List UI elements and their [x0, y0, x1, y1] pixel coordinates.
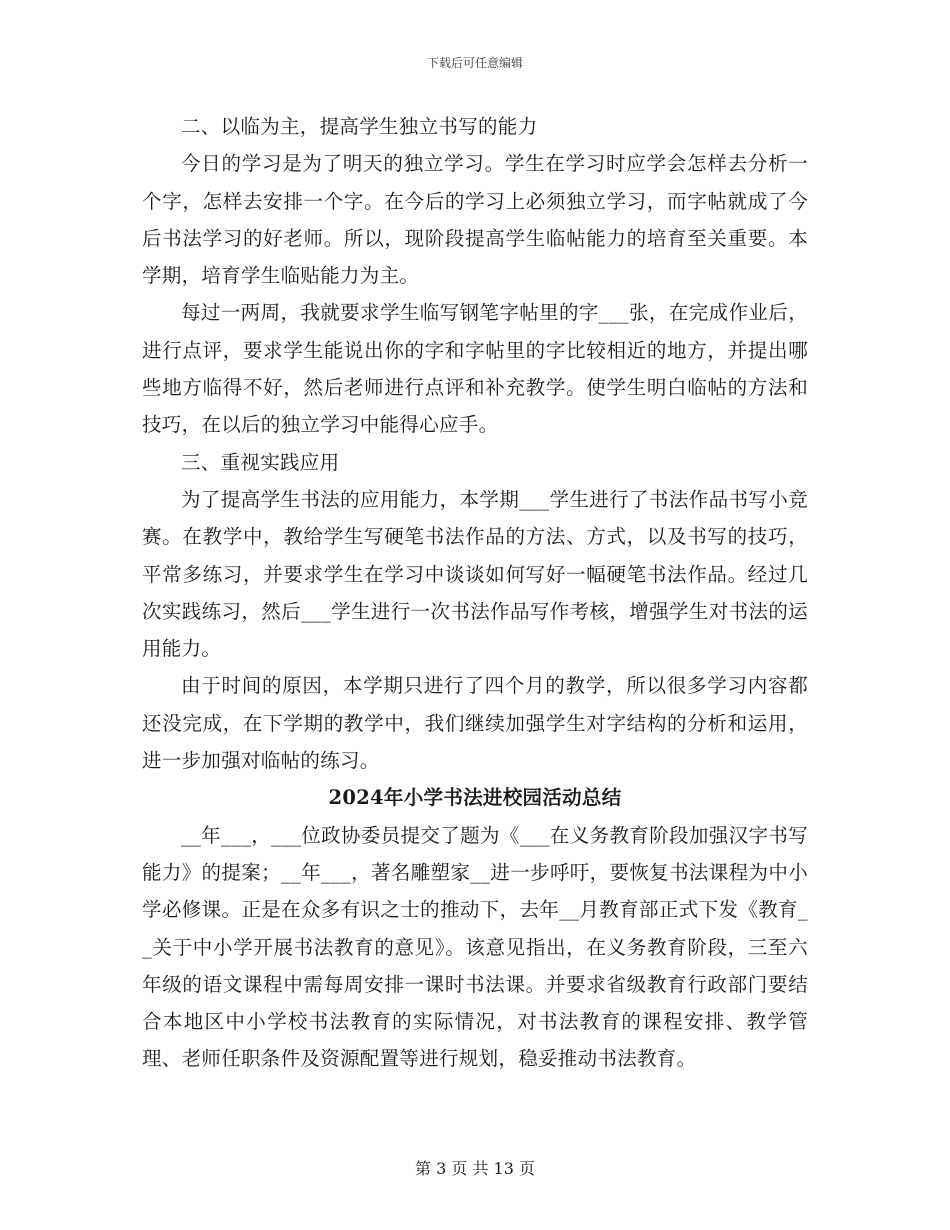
document-title: 2024年小学书法进校园活动总结 — [328, 786, 622, 810]
paragraph: 每过一两周，我就要求学生临写钢笔字帖里的字___张，在完成作业后，进行点评，要求学生能说出你的字和字帖里的字比较相近的地方，并提出哪些地方临得不好，然后老师进行点评和补充教学。使学生明白临帖的方法和技巧，在以后的独立学习中能得心应手。 — [142, 301, 808, 437]
paragraph: 为了提高学生书法的应用能力，本学期___学生进行了书法作品书写小竞赛。在教学中，教给学生写硬笔书法作品的方法、方式，以及书写的技巧，平常多练习，并要求学生在学习中谈谈如何写好一幅硬笔书法作品。经过几次实践练习，然后___学生进行一次书法作品写作考核，增强学生对书法的运用能力。 — [142, 487, 808, 661]
paragraph: 今日的学习是为了明天的独立学习。学生在学习时应学会怎样去分析一个字，怎样去安排一个字。在今后的学习上必须独立学习，而字帖就成了今后书法学习的好老师。所以，现阶段提高学生临帖能力的培育至关重要。本学期，培育学生临贴能力为主。 — [142, 152, 808, 288]
page-number: 第 3 页 共 13 页 — [415, 1159, 535, 1178]
section-heading-2: 二、以临为主，提高学生独立书写的能力 — [181, 115, 538, 138]
document-body — [142, 108, 808, 1078]
paragraph: __年___，___位政协委员提交了题为《___在义务教育阶段加强汉字书写能力》的提案；__年___，著名雕塑家__进一步呼吁，要恢复书法课程为中小学必修课。正是在众多有识之士的推动下，去年__月教育部正式下发《教育__关于中小学开展书法教育的意见》。该意见指出，在义务教育阶段，三至六年级的语文课程中需每周安排一课时书法课。并要求省级教育行政部门要结合本地区中小学校书法教育的实际情况，对书法教育的课程安排、教学管理、老师任职条件及资源配置等进行规划，稳妥推动书法教育。 — [142, 823, 808, 1071]
section-heading-3: 三、重视实践应用 — [181, 450, 340, 474]
page-header-note: 下载后可任意编辑 — [426, 56, 523, 70]
paragraph: 由于时间的原因，本学期只进行了四个月的教学，所以很多学习内容都还没完成，在下学期的教学中，我们继续加强学生对字结构的分析和运用，进一步加强对临帖的练习。 — [142, 674, 808, 773]
